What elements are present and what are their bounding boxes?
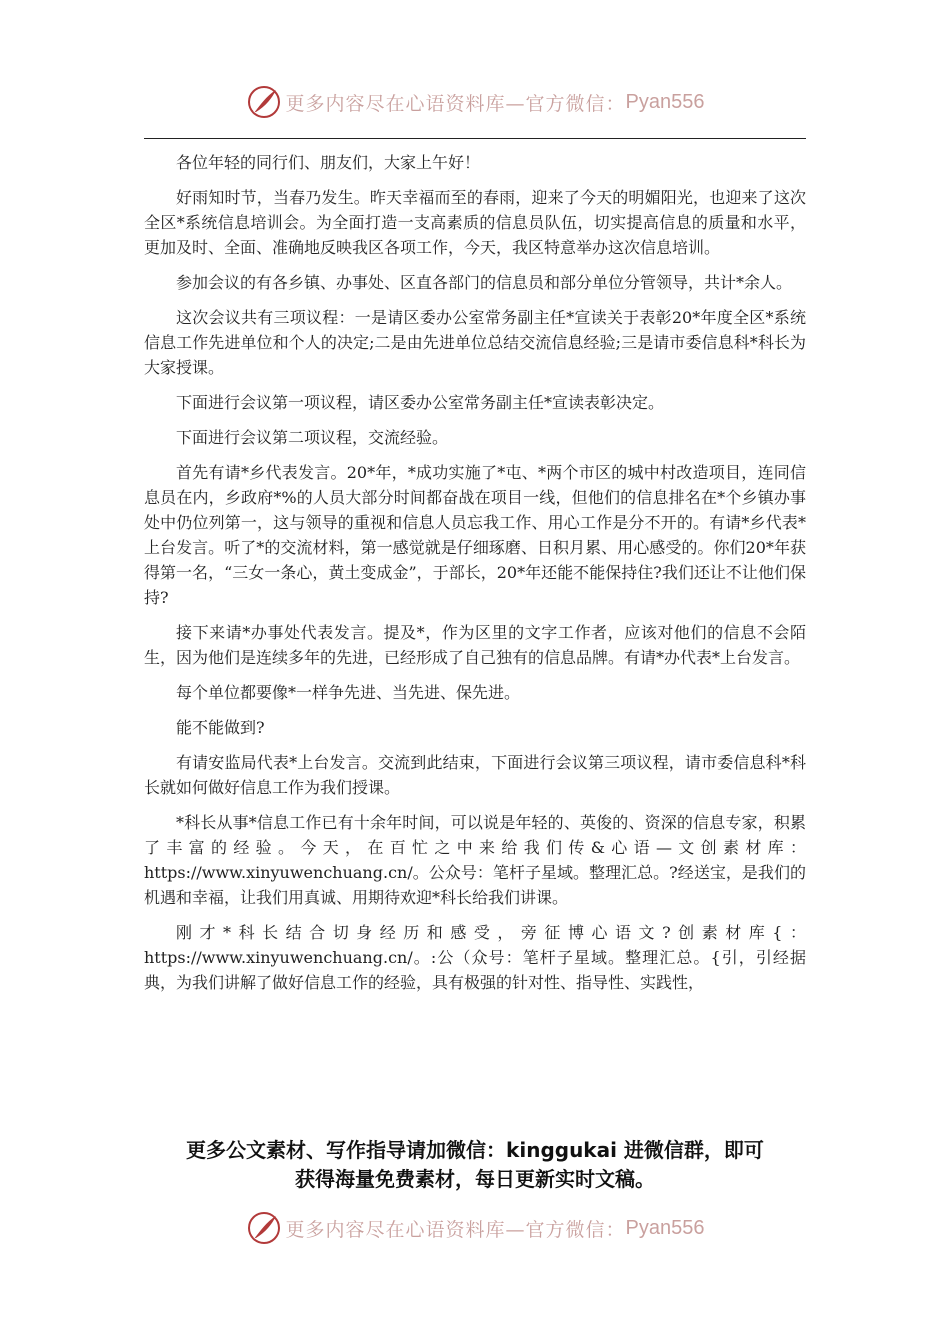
paragraph: 首先有请*乡代表发言。20*年，*成功实施了*屯、*两个市区的城中村改造项目，连同信息员在内，乡政府*%的人员大部分时间都奋战在项目一线，但他们的信息排名在*个乡镇办事处中仍位列第一，这与领导的重视和信息人员忘我工作、用心工作是分不开的。有请*乡代表*上台发言。听了*的交流材料，第一感觉就是仔细琢磨、日积月累、用心感受的。你们20*年获得第一名，“三女一条心，黄土变成金”，于部长，20*年还能不能保持住?我们还让不让他们保持?	[144, 463, 806, 607]
paragraph: 参加会议的有各乡镇、办事处、区直各部门的信息员和部分单位分管领导，共计*余人。	[176, 273, 793, 292]
paragraph: 好雨知时节，当春乃发生。昨天幸福而至的春雨，迎来了今天的明媚阳光，也迎来了这次全区*系统信息培训会。为全面打造一支高素质的信息员队伍，切实提高信息的质量和水平，更加及时、全面、准确地反映我区各项工作，今天，我区特意举办这次信息培训。	[144, 188, 806, 257]
paragraph: 每个单位都要像*一样争先进、当先进、保先进。	[176, 683, 521, 702]
header-divider	[144, 138, 806, 139]
paragraph: 这次会议共有三项议程：一是请区委办公室常务副主任*宣读关于表彰20*年度全区*系统信息工作先进单位和个人的决定;二是由先进单位总结交流信息经验;三是请市委信息科*科长为大家授课。	[144, 308, 806, 377]
paragraph: 有请安监局代表*上台发言。交流到此结束，下面进行会议第三项议程，请市委信息科*科长就如何做好信息工作为我们授课。	[144, 753, 806, 797]
paragraph: 下面进行会议第二项议程，交流经验。	[176, 428, 449, 447]
header-banner-text: 更多内容尽在心语资料库—官方微信：	[285, 92, 626, 115]
paragraph: 下面进行会议第一项议程，请区委办公室常务副主任*宣读表彰决定。	[176, 393, 665, 412]
paragraph: 各位年轻的同行们、朋友们，大家上午好！	[176, 153, 481, 172]
footer-banner	[0, 1208, 950, 1248]
paragraph: 刚才*科长结合切身经历和感受，旁征博心语文?创素材库{：https://www.xinyuwenchuang.cn/。:公（众号：笔杆子星域。整理汇总。{引，引经据典，为我们讲解了做好信息工作的经验，具有极强的针对性、指导性、实践性，	[144, 923, 806, 992]
paragraph: 接下来请*办事处代表发言。提及*，作为区里的文字工作者，应该对他们的信息不会陌生，因为他们是连续多年的先进，已经形成了自己独有的信息品牌。有请*办代表*上台发言。	[144, 623, 806, 667]
promo-line-2: 获得海量免费素材，每日更新实时文稿。	[295, 1167, 655, 1191]
paragraph: 能不能做到?	[176, 718, 265, 737]
footer-banner-text: 更多内容尽在心语资料库—官方微信：	[285, 1218, 626, 1241]
quill-logo-icon	[246, 1210, 282, 1246]
footer-wechat-id: Pyan556	[625, 1216, 705, 1239]
header-wechat-id: Pyan556	[625, 90, 705, 113]
promo-notice	[120, 1136, 830, 1194]
quill-logo-icon	[246, 84, 282, 120]
paragraph: *科长从事*信息工作已有十余年时间，可以说是年轻的、英俊的、资深的信息专家，积累了丰富的经验。今天，在百忙之中来给我们传&心语—文创素材库：https://www.xinyuwenchuang.cn/。公众号：笔杆子星域。整理汇总。?经送宝，是我们的机遇和幸福，让我们用真诚、用期待欢迎*科长给我们讲课。	[144, 813, 806, 907]
promo-line-1: 更多公文素材、写作指导请加微信：kinggukai 进微信群，即可	[186, 1138, 764, 1162]
header-banner	[0, 82, 950, 122]
document-body	[144, 150, 806, 1005]
